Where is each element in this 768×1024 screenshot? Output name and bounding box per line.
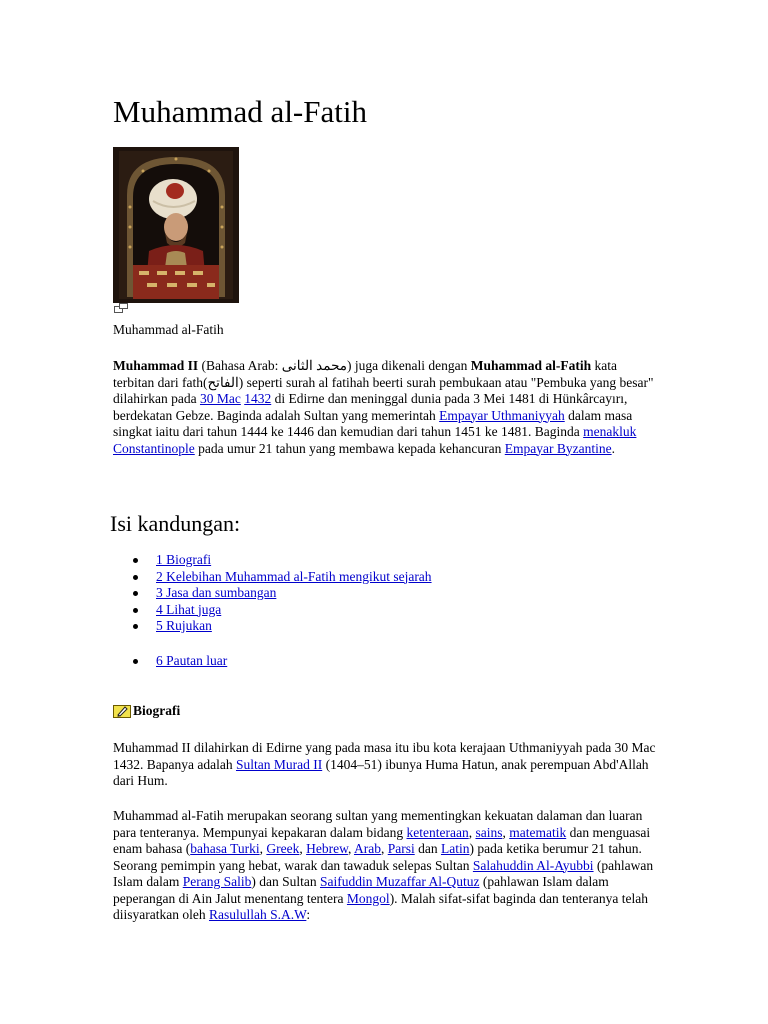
toc-item <box>113 602 432 619</box>
arabic-fatih: الفاتح <box>207 374 239 390</box>
link-parsi[interactable]: Parsi <box>387 841 415 856</box>
link-30-mac[interactable]: 30 Mac <box>199 391 241 406</box>
magnify-clip-icon[interactable] <box>114 303 128 313</box>
biografi-paragraph-1: Muhammad II dilahirkan di Edirne yang pada masa itu ibu kota kerajaan Uthmaniyyah pada 30 Mac 1432. Bapanya adalah Sultan Murad II (1404–51) ibunya Huma Hatun, anak perempuan Abd'Allah dari Hum. <box>113 740 656 788</box>
link-salahuddin[interactable]: Salahuddin Al-Ayubbi <box>472 857 594 873</box>
link-mongol[interactable]: Mongol <box>346 890 390 906</box>
section-heading-label: Biografi <box>133 703 181 718</box>
link-arab[interactable]: Arab <box>353 841 381 856</box>
toc-link-biografi[interactable]: 1 Biografi <box>156 552 212 567</box>
toc-list <box>113 552 432 635</box>
link-sains[interactable]: sains <box>475 824 503 840</box>
section-heading-biografi <box>113 703 180 720</box>
edit-pencil-icon[interactable] <box>113 703 132 719</box>
link-empayar-byzantine[interactable]: Empayar Byzantine <box>504 440 612 456</box>
toc-item <box>113 618 432 635</box>
toc-item <box>113 569 432 586</box>
link-latin[interactable]: Latin <box>440 841 470 856</box>
link-matematik[interactable]: matematik <box>509 824 567 840</box>
link-1432[interactable]: 1432 <box>244 391 272 406</box>
link-constantinople[interactable]: Constantinople <box>113 440 195 456</box>
link-perang-salib[interactable]: Perang Salib <box>182 874 252 889</box>
link-greek[interactable]: Greek <box>266 841 300 856</box>
toc-list-extra <box>113 653 227 670</box>
toc-item <box>113 585 432 602</box>
link-rasulullah[interactable]: Rasulullah S.A.W <box>208 907 307 922</box>
toc-link-rujukan[interactable]: 5 Rujukan <box>156 618 212 633</box>
portrait-image[interactable] <box>113 147 239 303</box>
link-ketenteraan[interactable]: ketenteraan <box>406 824 469 840</box>
toc-link-jasa[interactable]: 3 Jasa dan sumbangan <box>156 585 277 600</box>
page-title: Muhammad al-Fatih <box>113 94 367 129</box>
toc-item <box>113 653 227 670</box>
portrait-painting <box>113 147 239 303</box>
link-empayar-uthmaniyyah[interactable]: Empayar Uthmaniyyah <box>439 407 565 423</box>
intro-paragraph: Muhammad II (Bahasa Arab: محمد الثانى) juga dikenali dengan Muhammad al-Fatih kata terbitan dari fath(الفاتح) seperti surah al fatihah beerti surah pembukaan atau "Pembuka yang besar" dilahirkan pada 30 Mac 1432 di Edirne dan meninggal dunia pada 3 Mei 1481 di Hünkârcayırı, berdekatan Gebze. Baginda adalah Sultan yang memerintah Empayar Uthmaniyyah dalam masa singkat iaitu dari tahun 1444 ke 1446 dan kemudian dari tahun 1451 ke 1481. Baginda menakluk Constantinople pada umur 21 tahun yang membawa kepada kehancuran Empayar Byzantine. <box>113 358 654 456</box>
link-saifuddin-qutuz[interactable]: Saifuddin Muzaffar Al-Qutuz <box>319 874 480 889</box>
subject-name: Muhammad II <box>113 358 199 373</box>
biografi-paragraph-2: Muhammad al-Fatih merupakan seorang sultan yang mementingkan kekuatan dalaman dan luaran para tenteranya. Mempunyai kepakaran dalam bidang ketenteraan, sains, matematik dan menguasai enam bahasa (bahasa Turki, Greek, Hebrew, Arab, Parsi dan Latin) pada ketika berumur 21 tahun. Seorang pemimpin yang hebat, warak dan tawaduk selepas Sultan Salahuddin Al-Ayubbi (pahlawan Islam dalam Perang Salib) dan Sultan Saifuddin Muzaffar Al-Qutuz (pahlawan Islam dalam peperangan di Ain Jalut menentang tentera Mongol). Malah sifat-sifat baginda dan tenteranya telah diisyaratkan oleh Rasulullah S.A.W: <box>113 808 654 922</box>
toc-heading: Isi kandungan: <box>110 511 241 536</box>
arabic-name: محمد الثانى <box>281 358 348 373</box>
toc-link-lihat-juga[interactable]: 4 Lihat juga <box>156 601 222 617</box>
link-menakluk[interactable]: menakluk <box>583 424 637 439</box>
link-bahasa-turki[interactable]: bahasa Turki <box>190 841 260 856</box>
toc-link-pautan-luar[interactable]: 6 Pautan luar <box>156 653 228 668</box>
image-caption: Muhammad al-Fatih <box>113 322 224 337</box>
link-hebrew[interactable]: Hebrew <box>306 841 348 856</box>
toc-item <box>113 552 432 569</box>
link-sultan-murad-ii[interactable]: Sultan Murad II <box>235 756 323 772</box>
toc-link-kelebihan[interactable]: 2 Kelebihan Muhammad al-Fatih mengikut sejarah <box>156 568 432 584</box>
alt-name: Muhammad al-Fatih <box>470 358 592 373</box>
